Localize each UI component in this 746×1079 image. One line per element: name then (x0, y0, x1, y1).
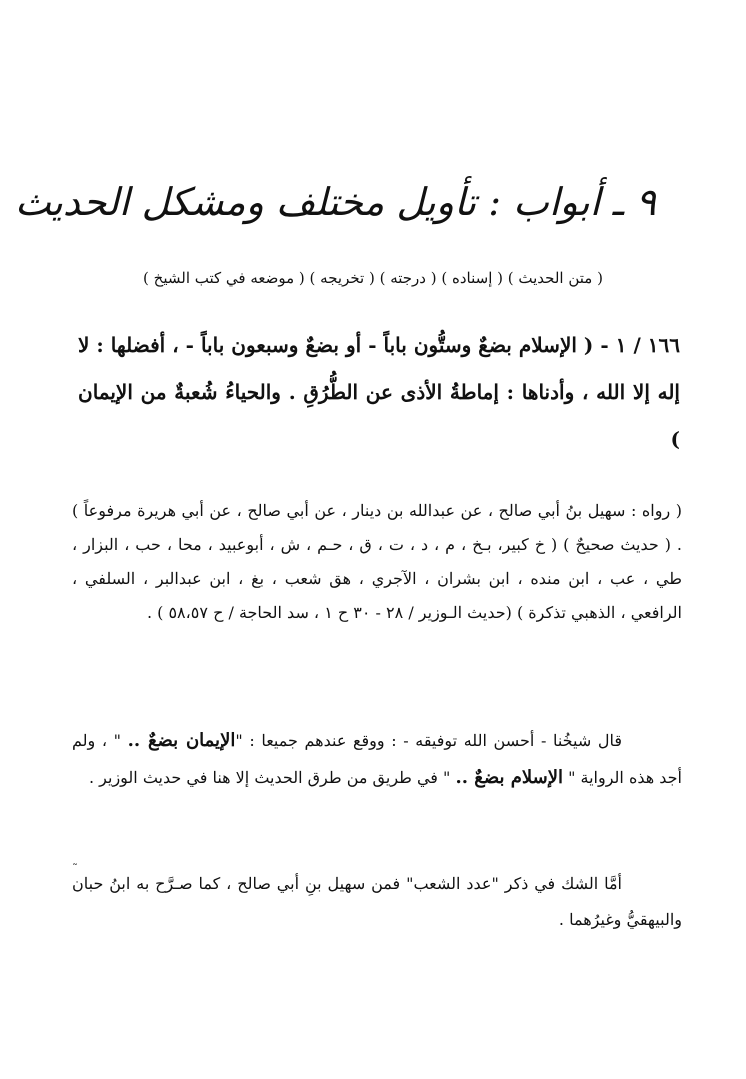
commentary-middle: " ، ولم أجد هذه الرواية " (72, 731, 682, 787)
commentary-quote-islam: الإسلام بضعٌ .. (455, 767, 563, 788)
final-note-text: أمَّا الشك في ذكر "عدد الشعب" فمن سهيل بنِ أبي صالح ، كما صـرَّح به ابنُ حبان والبيهقيُّ وغيرُهما . (72, 874, 682, 929)
commentary-intro: قال شيخُنا - أحسن الله توفيقه - : ووقع عندهم جميعا : " (235, 731, 622, 750)
corner-mark: ˜ (72, 862, 78, 876)
columns-legend: ( متن الحديث ) ( إسناده ) ( درجته ) ( تخريجه ) ( موضعه في كتب الشيخ ) (143, 269, 603, 287)
commentary-ending: " في طريق من طرق الحديث إلا هنا في حديث الوزير . (88, 768, 456, 787)
narration-paragraph: ( رواه : سهيل بنُ أبي صالح ، عن عبدالله بن دينار ، عن أبي صالح ، عن أبي هريرة مرفوعاً ) . ( حديث صحيحٌ ) ( خ كبير، بـخ ، م ، د ، ت ، ق ، حـم ، ش ، أبوعبيد ، محا ، حب ، البزار ، طي ، عب ، ابن منده ، ابن بشران ، الآجري ، هق شعب ، بغ ، ابن عبدالبر ، السلفي ، الرافعي ، الذهبي تذكرة ) (حديث الـوزير / ٢٨ - ٣٠ ح ١ ، سد الحاجة / ح ٥٨،٥٧ ) . (72, 501, 683, 622)
commentary-quote-iman: الإيمان بضعٌ .. (127, 730, 236, 751)
commentary-paragraph (72, 722, 682, 796)
hadith-text: ١٦٦ / ١ - ( الإسلام بضعٌ وستُّون باباً - أو بضعٌ وسبعون باباً - ، أفضلها : لا إله إلا الله ، وأدناها : إماطةُ الأذى عن الطُّرُقِ . والحياءُ شُعبةٌ من الإيمان ) (78, 333, 680, 451)
final-note-paragraph (72, 866, 682, 938)
chapter-title: ٩ ـ أبواب : تأويل مختلف ومشكل الحديث (14, 180, 656, 224)
